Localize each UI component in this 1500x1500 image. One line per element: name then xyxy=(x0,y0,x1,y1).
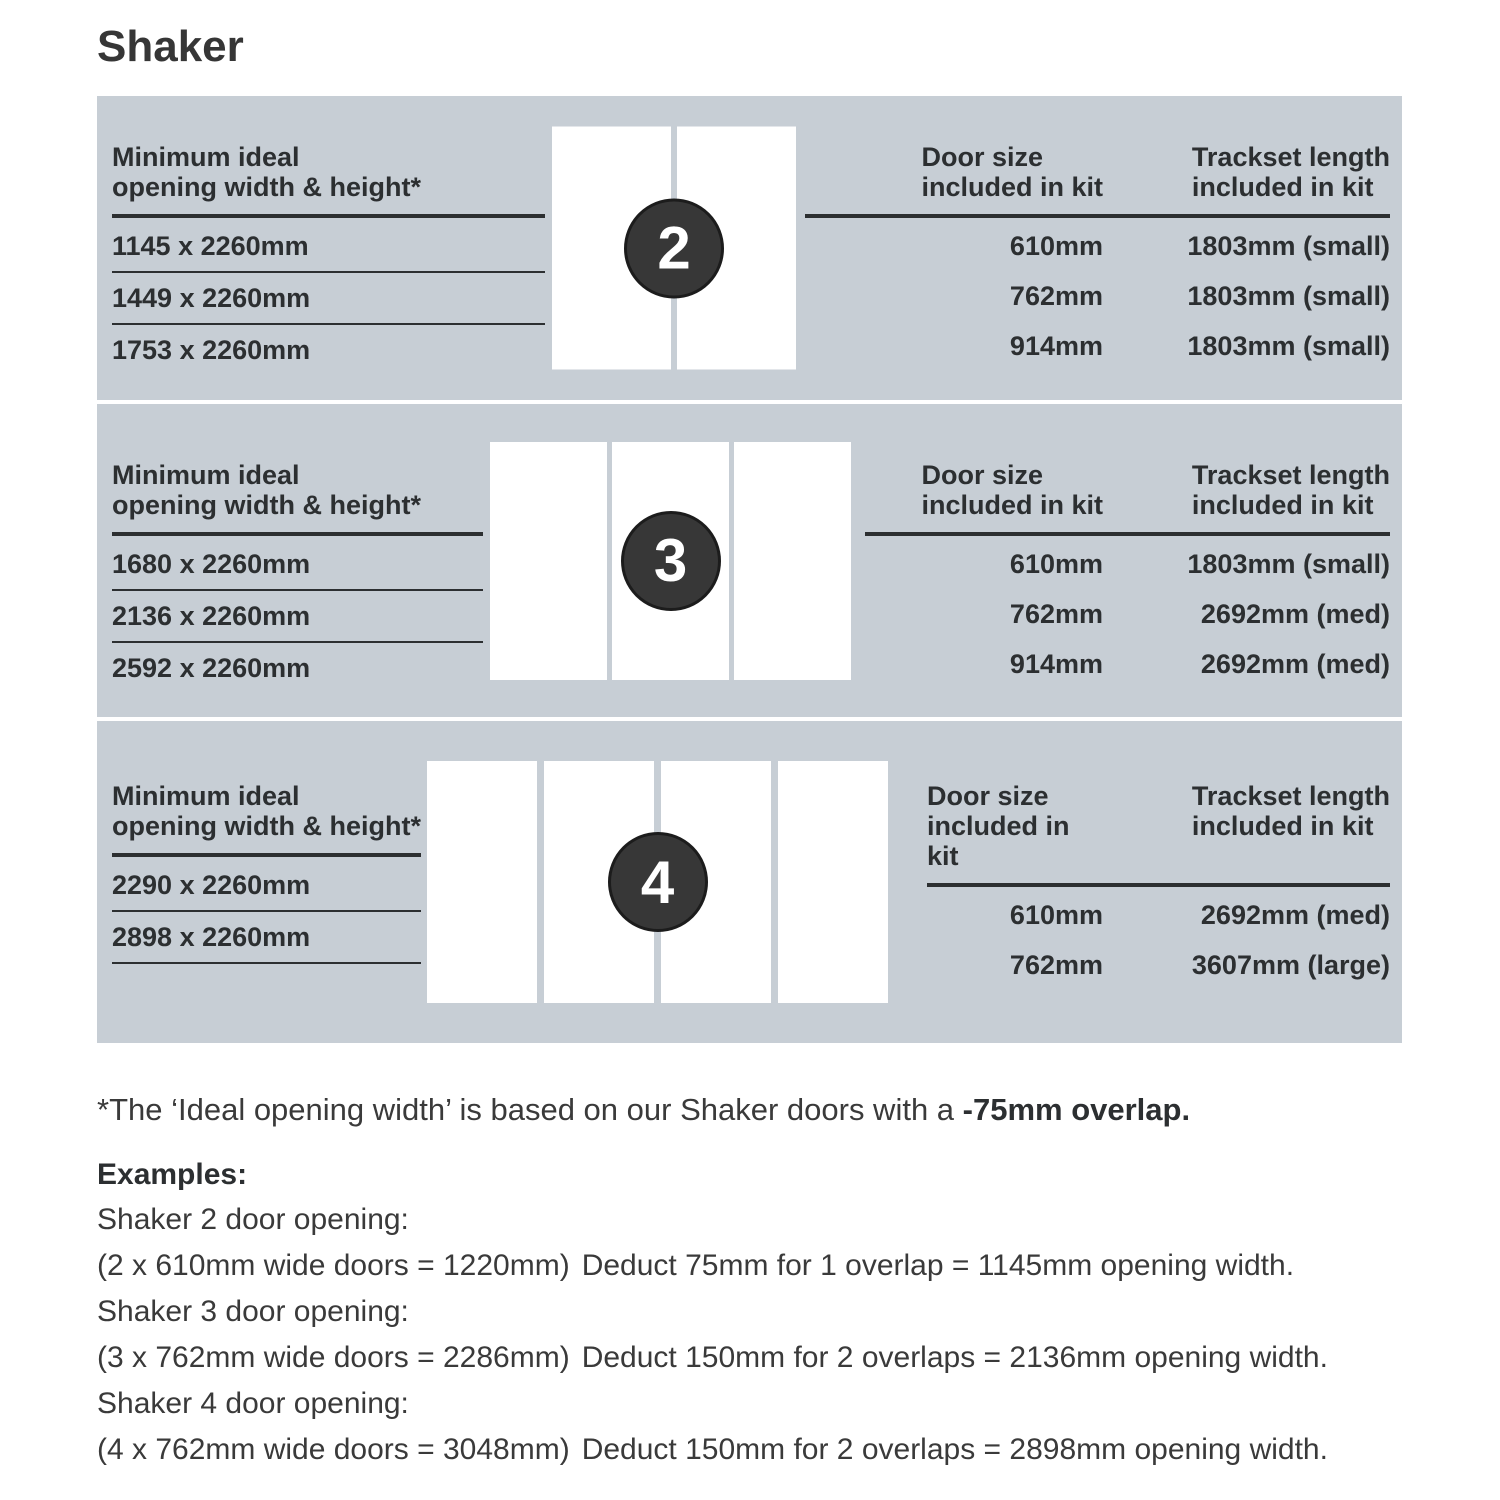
example-calc: (3 x 762mm wide doors = 2286mm) xyxy=(97,1341,570,1374)
example-calc: (2 x 610mm wide doors = 1220mm) xyxy=(97,1249,570,1282)
kit-row xyxy=(865,539,1390,589)
opening-size-row: 2898 x 2260mm xyxy=(112,912,421,964)
header-rule xyxy=(805,214,1390,218)
kit-table-header xyxy=(805,142,1390,202)
door-size-header: Door size included in kit xyxy=(921,460,1103,520)
opening-size-row: 2592 x 2260mm xyxy=(112,652,311,683)
kit-rows xyxy=(927,890,1390,990)
kit-rows xyxy=(805,221,1390,371)
door-panel xyxy=(778,761,888,1003)
example-detail xyxy=(97,1427,1477,1473)
trackset-header: Trackset length included in kit xyxy=(1191,142,1390,202)
door-count-badge: 3 xyxy=(621,511,721,611)
kit-row xyxy=(927,890,1390,940)
opening-size-row: 1449 x 2260mm xyxy=(112,273,545,325)
examples-heading: Examples: xyxy=(97,1158,248,1191)
panel-3-door xyxy=(97,404,1402,717)
kit-row xyxy=(865,639,1390,689)
example-calc: (4 x 762mm wide doors = 3048mm) xyxy=(97,1433,570,1466)
opening-size-row: 2136 x 2260mm xyxy=(112,591,483,643)
door-size-value: 610mm xyxy=(1009,899,1103,930)
door-panel xyxy=(490,442,607,680)
kit-row xyxy=(805,321,1390,371)
example-label: Shaker 3 door opening: xyxy=(97,1295,409,1328)
trackset-value: 1803mm (small) xyxy=(1187,330,1390,361)
door-panel xyxy=(427,761,537,1003)
header-rule xyxy=(865,532,1390,536)
opening-size-row: 1680 x 2260mm xyxy=(112,539,483,591)
opening-size-rows xyxy=(112,860,421,964)
door-count-badge: 4 xyxy=(608,832,708,932)
opening-size-table xyxy=(112,460,483,693)
door-size-value: 610mm xyxy=(1009,230,1103,261)
panel-2-door xyxy=(97,96,1402,400)
opening-size-table xyxy=(112,142,545,375)
examples-section xyxy=(97,1158,1477,1473)
example-label: Shaker 4 door opening: xyxy=(97,1387,409,1420)
header-rule xyxy=(112,532,483,536)
trackset-value: 2692mm (med) xyxy=(1200,598,1390,629)
door-diagram-4 xyxy=(427,761,888,1003)
kit-row xyxy=(805,271,1390,321)
opening-size-header: Minimum ideal opening width & height* xyxy=(112,781,421,841)
kit-table-header xyxy=(865,460,1390,520)
opening-size-header: Minimum ideal opening width & height* xyxy=(112,142,421,202)
door-panel xyxy=(734,442,851,680)
trackset-header: Trackset length included in kit xyxy=(1191,781,1390,841)
opening-size-row: 1145 x 2260mm xyxy=(112,221,545,273)
opening-size-rows xyxy=(112,221,545,375)
trackset-value: 2692mm (med) xyxy=(1200,899,1390,930)
door-size-value: 914mm xyxy=(1009,330,1103,361)
door-size-value: 914mm xyxy=(1009,648,1103,679)
kit-row xyxy=(805,221,1390,271)
opening-size-header: Minimum ideal opening width & height* xyxy=(112,460,421,520)
trackset-value: 2692mm (med) xyxy=(1200,648,1390,679)
trackset-value: 1803mm (small) xyxy=(1187,230,1390,261)
header-rule xyxy=(927,883,1390,887)
header-rule xyxy=(112,853,421,857)
door-size-value: 610mm xyxy=(1009,548,1103,579)
example-result: Deduct 150mm for 2 overlaps = 2898mm opening width. xyxy=(581,1433,1328,1466)
opening-size-row: 1753 x 2260mm xyxy=(112,334,311,365)
opening-size-rows xyxy=(112,539,483,693)
example-detail xyxy=(97,1243,1477,1289)
kit-table xyxy=(865,460,1390,689)
spec-panels xyxy=(97,96,1402,1043)
footnote-bold: -75mm overlap. xyxy=(962,1092,1191,1127)
door-count-badge: 2 xyxy=(624,198,724,298)
kit-table-header xyxy=(927,781,1390,871)
example-result: Deduct 75mm for 1 overlap = 1145mm opening width. xyxy=(581,1249,1295,1282)
header-rule xyxy=(112,214,545,218)
footnote: *The ‘Ideal opening width’ is based on our Shaker doors with a -75mm overlap. xyxy=(97,1092,1191,1127)
example-lines xyxy=(97,1197,1477,1473)
door-size-header: Door size included in kit xyxy=(921,142,1103,202)
trackset-value: 1803mm (small) xyxy=(1187,548,1390,579)
door-size-value: 762mm xyxy=(1009,280,1103,311)
door-diagram-3 xyxy=(490,442,851,680)
example-label: Shaker 2 door opening: xyxy=(97,1203,409,1236)
door-size-header: Door size included in kit xyxy=(927,781,1070,871)
door-size-value: 762mm xyxy=(1009,598,1103,629)
trackset-value: 3607mm (large) xyxy=(1191,949,1390,980)
page-title: Shaker xyxy=(97,22,244,71)
door-size-value: 762mm xyxy=(1009,949,1103,980)
example-result: Deduct 150mm for 2 overlaps = 2136mm opening width. xyxy=(581,1341,1328,1374)
trackset-header: Trackset length included in kit xyxy=(1191,460,1390,520)
kit-rows xyxy=(865,539,1390,689)
example-detail xyxy=(97,1335,1477,1381)
kit-table xyxy=(805,142,1390,371)
kit-row xyxy=(865,589,1390,639)
kit-table xyxy=(927,781,1390,990)
kit-row xyxy=(927,940,1390,990)
panel-4-door xyxy=(97,721,1402,1043)
opening-size-row: 2290 x 2260mm xyxy=(112,860,421,912)
trackset-value: 1803mm (small) xyxy=(1187,280,1390,311)
door-diagram-2 xyxy=(552,127,796,370)
opening-size-table xyxy=(112,781,421,964)
